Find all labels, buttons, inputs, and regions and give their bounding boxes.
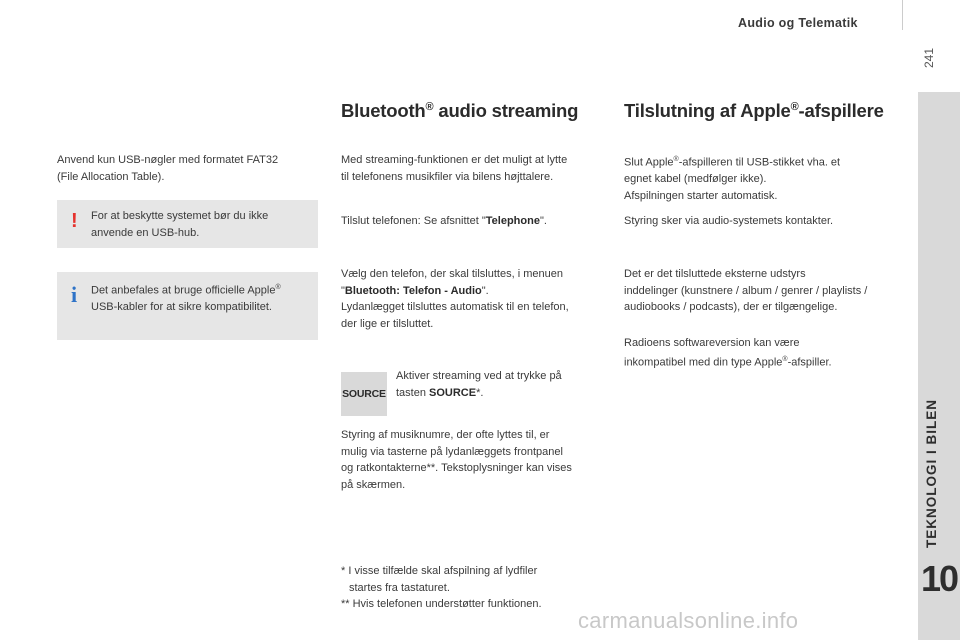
page-number: 241 xyxy=(922,47,936,68)
text-line xyxy=(91,280,281,299)
footnote-1-continuation: startes fra tastaturet. xyxy=(349,581,450,594)
text-line xyxy=(341,213,547,230)
source-key-reference: SOURCE xyxy=(429,386,477,399)
text-segment: Tilslut telefonen: Se afsnittet " xyxy=(341,215,486,227)
streaming-intro-paragraph xyxy=(341,152,567,185)
footnote-2: ** Hvis telefonen understøtter funktionen. xyxy=(341,598,542,610)
text-line: Styring af musiknumre, der ofte lyttes til, er xyxy=(341,429,550,441)
registered-mark: ® xyxy=(782,355,788,363)
warning-note-text xyxy=(91,208,268,241)
header-divider xyxy=(902,0,903,30)
info-note xyxy=(57,272,318,340)
text-line: Lydanlægget tilsluttes automatisk til en telefon, xyxy=(341,301,569,313)
registered-mark: ® xyxy=(425,100,434,113)
text-line: inddelinger (kunstnere / album / genrer / playlists / xyxy=(624,284,868,297)
warning-exclamation-icon: ! xyxy=(71,210,78,232)
text-line: audiobooks / podcasts), der er tilgængelige. xyxy=(624,301,838,313)
info-note-text xyxy=(91,280,281,316)
usb-format-paragraph xyxy=(57,152,278,185)
activate-streaming-paragraph xyxy=(396,368,562,401)
heading-text: audio streaming xyxy=(433,100,579,121)
text-line: Det er det tilsluttede eksterne udstyrs xyxy=(624,268,806,280)
text-segment: ". xyxy=(481,284,489,297)
text-segment: inkompatibel med din type Apple xyxy=(624,356,783,369)
telephone-section-reference: Telephone xyxy=(485,215,540,227)
text-segment: ". xyxy=(539,215,547,227)
watermark: carmanualsonline.info xyxy=(578,608,799,633)
text-segment: -afspilleren til USB-stikket vha. et xyxy=(678,156,841,169)
chapter-number: 10 xyxy=(920,558,958,599)
text-line xyxy=(624,352,832,371)
text-line: Radioens softwareversion kan være xyxy=(624,337,800,349)
text-line: Vælg den telefon, der skal tilsluttes, i menuen xyxy=(341,268,563,280)
text-line xyxy=(396,385,562,402)
connect-apple-paragraph xyxy=(624,152,840,204)
text-line: til telefonens musikfiler via bilens højttalere. xyxy=(341,170,554,183)
info-icon: i xyxy=(71,282,78,307)
text-line: og ratkontakterne**. Tekstoplysninger kan vises xyxy=(341,462,572,474)
text-line: egnet kabel (medfølger ikke). xyxy=(624,173,767,186)
connect-phone-paragraph xyxy=(341,213,547,230)
text-segment: " xyxy=(341,284,345,297)
heading-text: Bluetooth xyxy=(341,100,426,121)
text-line: der lige er tilsluttet. xyxy=(341,317,434,330)
text-line: anvende en USB-hub. xyxy=(91,226,200,239)
text-segment: *. xyxy=(476,386,484,399)
categories-paragraph xyxy=(624,266,867,316)
text-line: For at beskytte systemet bør du ikke xyxy=(91,210,269,222)
text-line: Afspilningen starter automatisk. xyxy=(624,189,778,202)
track-control-paragraph xyxy=(341,427,572,493)
section-title: Audio og Telematik xyxy=(738,16,858,30)
heading-text: Tilslutning af Apple xyxy=(624,100,791,121)
text-line: Aktiver streaming ved at trykke på xyxy=(396,370,562,382)
compatibility-paragraph xyxy=(624,335,832,371)
registered-mark: ® xyxy=(673,156,679,163)
source-key-icon: SOURCE xyxy=(341,372,387,416)
heading-text: -afspillere xyxy=(798,100,884,121)
text-segment: Slut Apple xyxy=(624,156,674,169)
footnote-1: * I visse tilfælde skal afspilning af lydfiler xyxy=(341,565,538,577)
bluetooth-heading xyxy=(341,100,578,122)
text-segment: -afspiller. xyxy=(787,356,832,369)
text-segment: tasten xyxy=(396,386,430,399)
text-line: på skærmen. xyxy=(341,478,406,491)
text-line xyxy=(624,152,840,171)
registered-mark: ® xyxy=(275,284,281,291)
bluetooth-menu-reference: Bluetooth: Telefon - Audio xyxy=(344,284,482,297)
select-phone-paragraph xyxy=(341,266,569,332)
text-line: mulig via tasterne på lydanlæggets frontpanel xyxy=(341,445,563,458)
warning-note xyxy=(57,200,318,248)
text-line: (File Allocation Table). xyxy=(57,170,165,183)
controls-paragraph xyxy=(624,213,833,230)
chapter-title: TEKNOLOGI I BILEN xyxy=(924,398,939,548)
text-line: Styring sker via audio-systemets kontakter. xyxy=(624,215,834,227)
text-line: Anvend kun USB-nøgler med formatet FAT32 xyxy=(57,154,279,166)
text-line: Med streaming-funktionen er det muligt at lytte xyxy=(341,154,568,166)
text-segment: Det anbefales at bruge officielle Apple xyxy=(91,284,276,297)
footnotes xyxy=(341,563,542,613)
registered-mark: ® xyxy=(790,100,799,113)
text-line xyxy=(341,283,569,300)
apple-heading xyxy=(624,100,884,122)
text-line: USB-kabler for at sikre kompatibilitet. xyxy=(91,301,272,314)
